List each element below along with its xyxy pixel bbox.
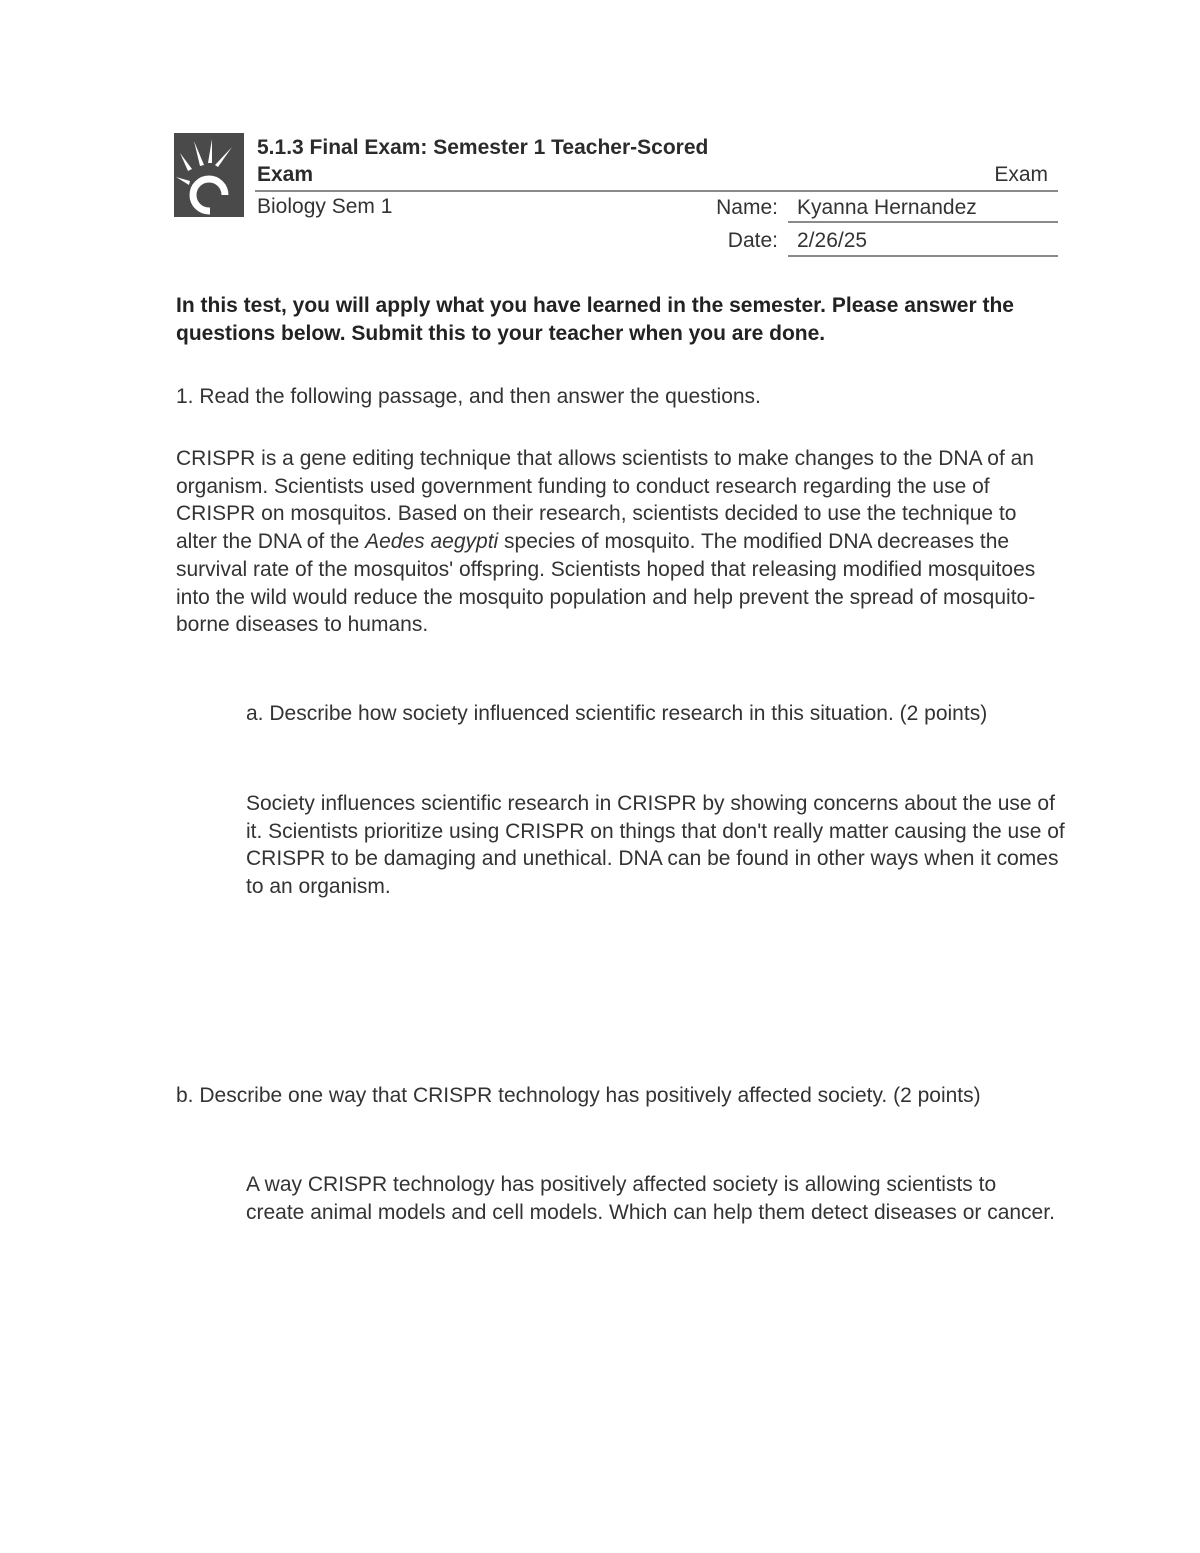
reading-passage (176, 445, 1056, 639)
answer-1a[interactable]: Society influences scientific research in CRISPR by showing concerns about the use of it. Scientists prioritize using CRISPR on things that don't really matter causing the use of CRISPR to be damaging and unethical. DNA can be found in other ways when it comes to an organism. (246, 792, 1065, 899)
question-1b: b. Describe one way that CRISPR technology has positively affected society. (2 points) (176, 1084, 981, 1107)
passage-text-part1: CRISPR is a gene editing technique that allows scientists to make changes to the DNA of an organism. Scientists used government funding to conduct research regarding the use of CRISPR on mosquitos. Based on their research, scientists decided to use the technique to alter the DNA of the (176, 447, 1034, 554)
exam-title: 5.1.3 Final Exam: Semester 1 Teacher-Scored (257, 136, 709, 159)
date-label: Date: (727, 229, 778, 252)
title-divider (255, 190, 1058, 192)
answer-1b[interactable]: A way CRISPR technology has positively affected society is allowing scientists to create animal models and cell models. Which can help them detect diseases or cancer. (246, 1173, 1055, 1224)
species-name: Aedes aegypti (365, 530, 499, 554)
exam-title-continued: Exam (257, 163, 314, 186)
passage-text-part2: species of mosquito. The modified DNA decreases the survival rate of the mosquitos' offspring. Scientists hoped that releasing modified mosquitoes into the wild would reduce the mosquito population and help prevent the spread of mosquito-borne diseases to humans. (176, 530, 1036, 637)
name-field[interactable]: Kyanna Hernandez (797, 196, 977, 219)
name-underline (788, 221, 1058, 223)
course-name: Biology Sem 1 (257, 195, 393, 218)
sunburst-logo-icon (174, 133, 244, 217)
question-1-prompt: 1. Read the following passage, and then answer the questions. (176, 385, 761, 408)
exam-instructions: In this test, you will apply what you have learned in the semester. Please answer the questions below. Submit this to your teacher when you are done. (176, 294, 1014, 345)
question-1a: a. Describe how society influenced scientific research in this situation. (2 points) (246, 702, 988, 725)
exam-type-label: Exam (994, 163, 1048, 186)
date-field[interactable]: 2/26/25 (797, 229, 868, 252)
date-underline (788, 255, 1058, 257)
name-label: Name: (716, 196, 778, 219)
